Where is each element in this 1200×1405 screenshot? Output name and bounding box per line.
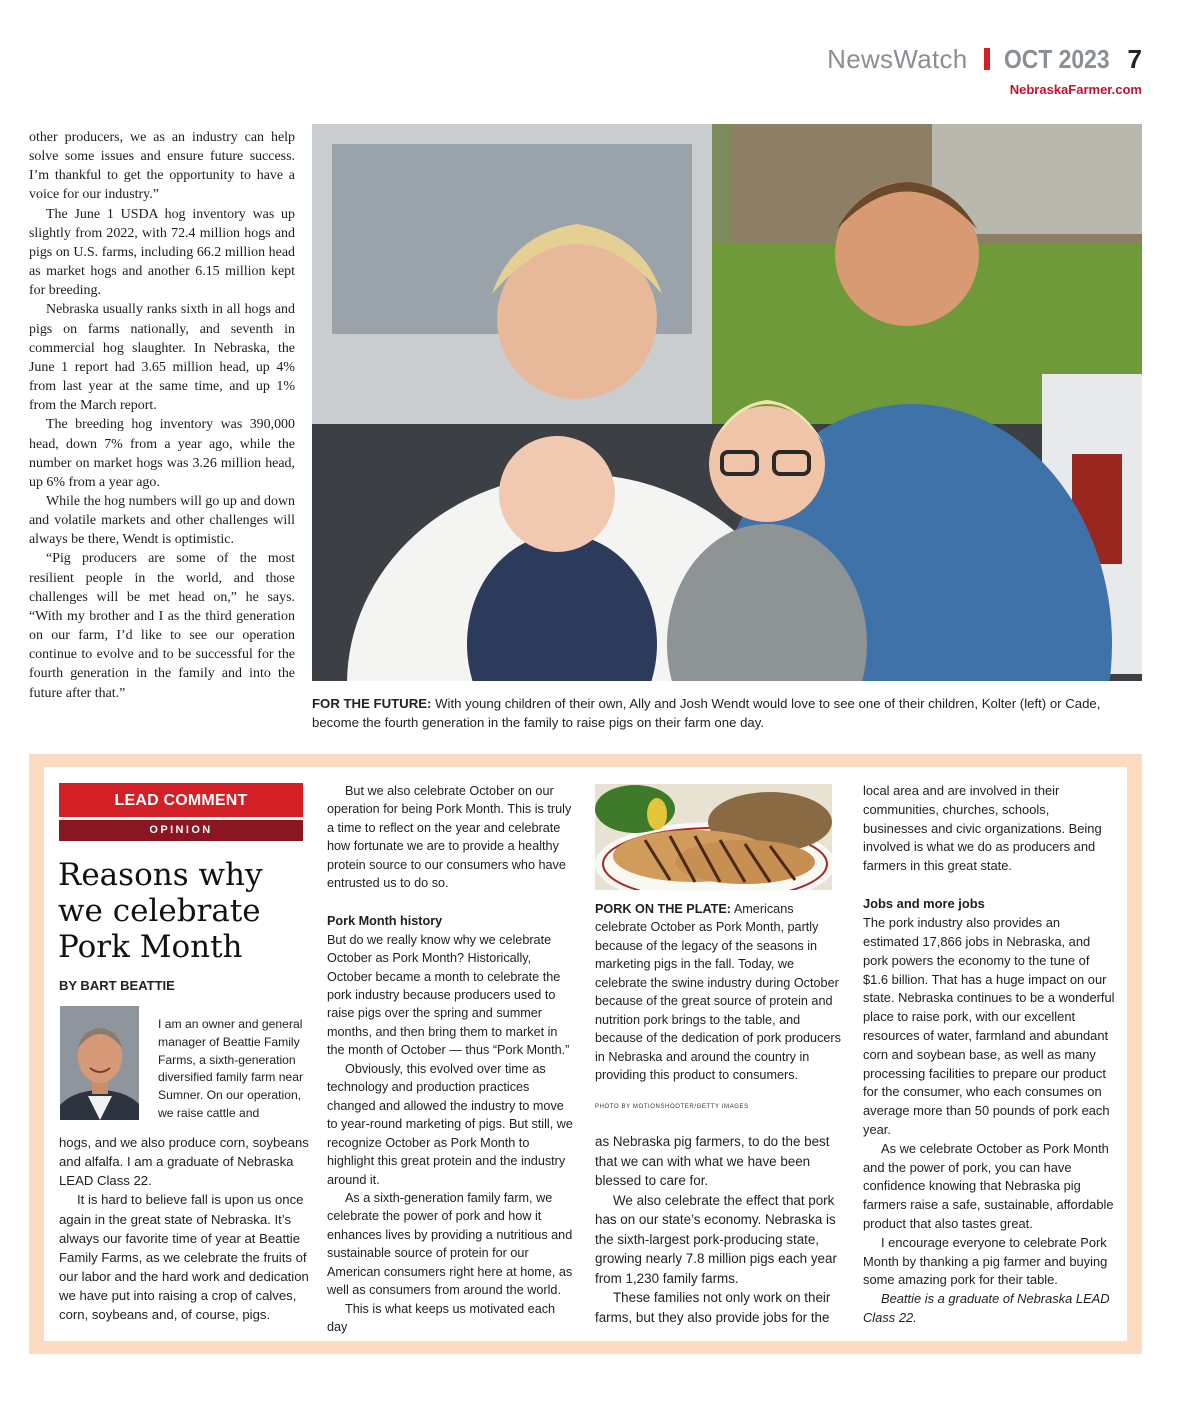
issue-date: OCT 2023 xyxy=(1003,44,1110,74)
body-paragraph: I encourage everyone to celebrate Pork Month by thanking a pig farmer and buying some amazing pork for their table. xyxy=(863,1234,1108,1288)
pork-plate-photo xyxy=(595,784,832,890)
story-paragraph: The breeding hog inventory was 390,000 head, down 7% from a year ago, while the number on market hogs was 3.26 million head, up 6% from a year ago. xyxy=(29,417,295,490)
section-name: NewsWatch xyxy=(827,44,968,74)
body-paragraph: As a sixth-generation family farm, we celebrate the power of pork and how it enhances lives by providing a nutritious and sustainable source of protein for our American consumers right here at home, as well as consumers from around the world. xyxy=(327,1191,573,1298)
story-paragraph: While the hog numbers will go up and down and volatile markets and other challenges will always be there, Wendt is optimistic. xyxy=(29,493,295,548)
body-paragraph: As we celebrate October as Pork Month and the power of pork, you can have confidence knowing that Nebraska pig farmers raise a safe, sustainable, affordable product that also tastes great. xyxy=(863,1140,1114,1232)
author-note: Beattie is a graduate of Nebraska LEAD Class 22. xyxy=(863,1291,1110,1326)
website-link[interactable]: NebraskaFarmer.com xyxy=(1009,82,1142,97)
intro-beside-photo xyxy=(158,1016,308,1123)
body-paragraph: local area and are involved in their communities, churches, schools, businesses and civic organizations. Being involved is what we do as producers and farmers in this great state. xyxy=(863,783,1102,874)
body-paragraph: as Nebraska pig farmers, to do the best that we can with what we have been blessed to care for. xyxy=(595,1134,830,1188)
body-paragraph: It is hard to believe fall is upon us once again in the great state of Nebraska. It’s always our favorite time of year at Beattie Family Farms, as we celebrate the fruits of our labor and the hard work and dedication we have put into raising a crop of calves, corn, soybeans and, of course, pigs. xyxy=(59,1192,309,1323)
author-headshot xyxy=(60,1006,139,1120)
byline: BY BART BEATTIE xyxy=(59,978,175,993)
intro-continued: hogs, and we also produce corn, soybeans and alfalfa. I am a graduate of Nebraska LEAD Class 22. xyxy=(59,1135,309,1189)
body-paragraph: These families not only work on their farms, but they also provide jobs for the xyxy=(595,1290,831,1325)
subhead-jobs: Jobs and more jobs xyxy=(863,896,985,912)
story-paragraph: The June 1 USDA hog inventory was up slightly from 2022, with 72.4 million hogs and pigs on U.S. farms, including 66.2 million head as market hogs and another 6.15 million kept for breeding. xyxy=(29,206,295,299)
body-paragraph: But we also celebrate October on our operation for being Pork Month. This is truly a time to reflect on the year and celebrate how fortunate we are to provide a healthy protein source to our consumers who have entrusted us to do so. xyxy=(327,784,572,891)
family-photo xyxy=(312,124,1142,681)
pork-caption-text: Americans celebrate October as Pork Month, partly because of the legacy of the seasons in marketing pigs in the fall. Today, we celebrate the swine industry during October because of the great source of protein and nutrition pork brings to the table, and because of the dedication of pork producers in Nebraska and around the country in providing this product to consumers. xyxy=(595,902,841,1083)
caption-lead: FOR THE FUTURE: xyxy=(312,696,432,711)
story-paragraph: “Pig producers are some of the most resilient people in the world, and those challenges will be met head on,” he says. “With my brother and I as the third generation on our farm, I’d like to see our operation continue to evolve and to be successful for the fourth generation in the family and into the future after that.” xyxy=(29,551,295,701)
opinion-headline: Reasons why we celebrate Pork Month xyxy=(58,857,263,965)
body-paragraph: We also celebrate the effect that pork has on our state’s economy. Nebraska is the sixth-largest pork-producing state, growing nearly 7.8 million pigs each year from 1,230 family farms. xyxy=(595,1192,837,1286)
photo-caption xyxy=(312,694,1142,732)
body-paragraph: The pork industry also provides an estimated 17,866 jobs in Nebraska, and pork powers the economy to the tune of $1.6 billion. That has a huge impact on our state. Nebraska continues to be a wonderful place to raise pork, with our excellent resources of water, farmland and abundant corn and soybean base, as well as many processing facilities to prepare our product for the consumer, who each consumes on average more than 50 pounds of pork each year. xyxy=(863,915,1115,1138)
opinion-column-2 xyxy=(327,782,577,1337)
opinion-label: OPINION xyxy=(59,820,303,841)
divider-bar xyxy=(984,48,990,70)
opinion-column-3 xyxy=(595,1132,845,1327)
page-number: 7 xyxy=(1127,44,1142,74)
story-paragraph: Nebraska usually ranks sixth in all hogs and pigs on farms nationally, and seventh in commercial hog slaughter. In Nebraska, the June 1 report had 3.65 million head, up 4% from last year at the same time, and up 1% from the March report. xyxy=(29,302,295,414)
caption-text: With young children of their own, Ally and Josh Wendt would love to see one of their children, Kolter (left) or Cade, become the fourth generation in the family to raise pigs on their farm one day. xyxy=(312,696,1101,730)
masthead xyxy=(827,44,1142,75)
body-paragraph: Obviously, this evolved over time as technology and production practices changed and allowed the industry to move to year-round marketing of pigs. But still, we recognize October as Pork Month to highlight this great protein and the industry around it. xyxy=(327,1061,573,1187)
subhead-history: Pork Month history xyxy=(327,914,443,929)
intro-text: I am an owner and general manager of Beattie Family Farms, a sixth-generation diversified family farm near Sumner. On our operation, we raise cattle and xyxy=(158,1017,304,1120)
pork-caption-lead: PORK ON THE PLATE: xyxy=(595,902,732,916)
photo-credit: PHOTO BY MOTIONSHOOTER/GETTY IMAGES xyxy=(595,1104,749,1110)
body-paragraph: This is what keeps us motivated each day xyxy=(327,1301,556,1335)
body-paragraph: But do we really know why we celebrate October as Pork Month? Historically, October became a month to celebrate the pork industry because producers used to raise pigs over the spring and summer months, and then bring them to market in the month of October — thus “Pork Month.” xyxy=(327,932,570,1058)
opinion-column-1 xyxy=(59,1133,309,1325)
pork-caption xyxy=(595,900,845,1085)
opinion-column-4 xyxy=(863,782,1115,1328)
lead-comment-label: LEAD COMMENT xyxy=(59,783,303,817)
story-column xyxy=(29,128,295,703)
story-paragraph: other producers, we as an industry can help solve some issues and ensure future success. I’m thankful to get the opportunity to have a voice for our industry.” xyxy=(29,130,295,203)
